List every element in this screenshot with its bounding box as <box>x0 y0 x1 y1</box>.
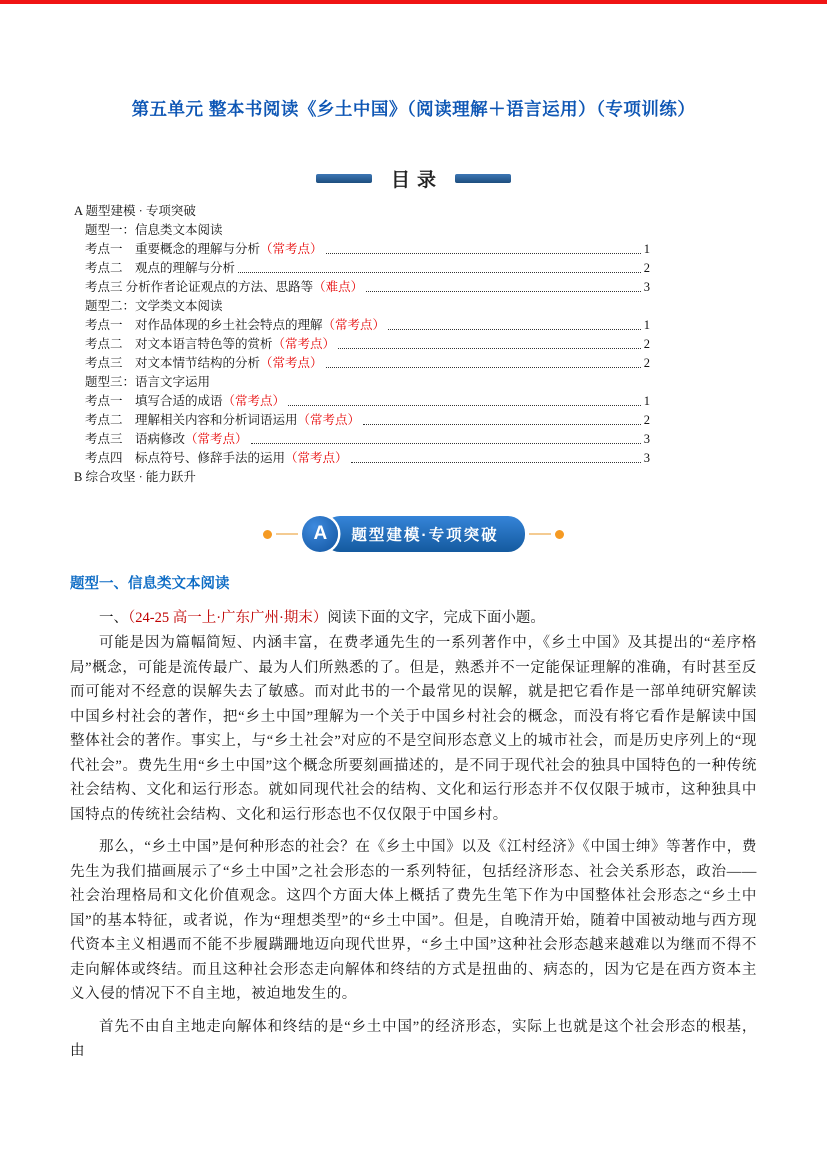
toc-item-text: 考点一 填写合适的成语 <box>85 394 223 408</box>
body-paragraph-2: 那么，“乡土中国”是何种形态的社会？在《乡土中国》以及《江村经济》《中国士绅》等著作中，费先生为我们描画展示了“乡土中国”之社会形态的一系列特征，包括经济形态、社会关系形态，政治——社会治理格局和文化价值观念。这四个方面大体上概括了费先生笔下作为中国整体社会形态之“乡土中国”的基本特征，或者说，作为“理想类型”的“乡土中国”。但是，自晚清开始，随着中国被动地与西方现代资本主义相遇而不能不步履蹒跚地迈向现代世界，“乡土中国”这种社会形态越来越难以为继而不得不走向解体或终结。而且这种社会形态走向解体和终结的方式是扭曲的、病态的，因为它是在西方资本主义入侵的情况下不自主地，被迫地发生的。 <box>70 839 757 1002</box>
toc-item-text: 考点一 重要概念的理解与分析 <box>85 242 261 256</box>
toc-item-tag: （常考点） <box>185 432 248 446</box>
toc-leader-dots <box>326 253 641 254</box>
toc-page-number: 3 <box>643 432 650 446</box>
toc-item <box>74 410 650 429</box>
toc-item <box>74 429 650 448</box>
toc-item <box>74 334 650 353</box>
toc-heading-bar-left <box>316 174 372 183</box>
toc-group-type2 <box>74 296 650 315</box>
toc-leader-dots <box>238 272 641 273</box>
section-a-banner <box>0 516 827 552</box>
toc-leader-dots <box>288 405 641 406</box>
toc-item-tag: （常考点） <box>272 337 336 351</box>
toc-item-text: 考点四 标点符号、修辞手法的运用 <box>85 451 286 465</box>
toc-group-label: 题型三：语言文字运用 <box>85 375 211 389</box>
toc-item-tag: （常考点） <box>297 413 361 427</box>
toc-group-label: 题型二：文学类文本阅读 <box>85 299 223 313</box>
toc-item <box>74 391 650 410</box>
question-number: 一、 <box>99 610 128 626</box>
toc-item <box>74 315 650 334</box>
toc-leader-dots <box>351 462 641 463</box>
toc-page-number: 2 <box>643 337 650 351</box>
toc-item-tag: （常考点） <box>260 356 323 370</box>
toc-item-text: 考点二 观点的理解与分析 <box>85 261 236 275</box>
toc-leader-dots <box>388 329 641 330</box>
toc-item-text: 考点三 对文本情节结构的分析 <box>85 356 261 370</box>
body-paragraph-1: 可能是因为篇幅简短、内涵丰富，在费孝通先生的一系列著作中，《乡土中国》及其提出的“差序格局”概念，可能是流传最广、最为人们所熟悉的了。但是，熟悉并不一定能保证理解的准确，有时甚至反而可能对不经意的误解失去了敏感。而对此书的一个最常见的误解，就是把它看作是一部单纯研究解读中国乡村社会的著作，把“乡土中国”理解为一个关于中国乡村社会的概念，而没有将它看作是解读中国整体社会的著作。事实上，与“乡土社会”对应的不是空间形态意义上的城市社会，而是历史序列上的“现代社会”。费先生用“乡土中国”这个概念所要刻画描述的，是不同于现代社会的独具中国特色的一种传统社会结构、文化和运行形态。就如同现代社会的结构、文化和运行形态并不仅仅限于城市，这种独具中国特点的传统社会结构、文化和运行形态也不仅仅限于中国乡村。 <box>70 635 757 823</box>
decor-dot-left <box>263 530 272 539</box>
toc-item <box>74 258 650 277</box>
table-of-contents <box>74 201 650 486</box>
toc-heading-bar-right <box>455 174 511 183</box>
toc-item-text: 考点三 语病修改 <box>85 432 186 446</box>
question-instruction: 阅读下面的文字，完成下面小题。 <box>327 610 545 626</box>
toc-leader-dots <box>366 291 641 292</box>
toc-item-tag: （常考点） <box>322 318 386 332</box>
toc-item-text: 考点二 理解相关内容和分析词语运用 <box>85 413 298 427</box>
toc-item-text: 考点二 对文本语言特色等的赏析 <box>85 337 273 351</box>
body-paragraph-3: 首先不由自主地走向解体和终结的是“乡土中国”的经济形态，实际上也就是这个社会形态的根基，由 <box>70 1018 757 1059</box>
toc-item-tag: （常考点） <box>285 451 348 465</box>
toc-group-label: 题型一：信息类文本阅读 <box>85 223 223 237</box>
toc-page-number: 3 <box>643 280 650 294</box>
toc-item-tag: （难点） <box>313 280 364 294</box>
toc-page-number: 1 <box>643 242 650 256</box>
toc-group-type3 <box>74 372 650 391</box>
toc-item <box>74 448 650 467</box>
question-source: （24-25 高一上·广东广州·期末） <box>128 610 328 626</box>
toc-item <box>74 239 650 258</box>
section-heading-type1: 题型一、信息类文本阅读 <box>70 576 230 592</box>
toc-page-number: 2 <box>643 261 650 275</box>
toc-leader-dots <box>338 348 641 349</box>
toc-item <box>74 353 650 372</box>
toc-item-text: 考点一 对作品体现的乡土社会特点的理解 <box>85 318 323 332</box>
toc-leader-dots <box>363 424 641 425</box>
toc-section-b <box>74 467 650 486</box>
toc-group-type1 <box>74 220 650 239</box>
top-red-rule <box>0 0 827 4</box>
toc-section-label: A 题型建模 · 专项突破 <box>74 204 196 218</box>
toc-page-number: 1 <box>643 318 650 332</box>
toc-page-number: 1 <box>643 394 650 408</box>
decor-dot-right <box>555 530 564 539</box>
toc-section-a <box>74 201 650 220</box>
banner-letter-badge: A <box>302 516 338 552</box>
toc-section-label: B 综合攻坚 · 能力跃升 <box>74 470 196 484</box>
decor-line-right <box>529 533 551 535</box>
page-title: 第五单元 整本书阅读《乡土中国》（阅读理解＋语言运用）（专项训练） <box>131 99 696 119</box>
toc-leader-dots <box>326 367 641 368</box>
decor-line-left <box>276 533 298 535</box>
toc-item-tag: （常考点） <box>222 394 286 408</box>
toc-item-tag: （常考点） <box>260 242 323 256</box>
toc-page-number: 2 <box>643 413 650 427</box>
toc-heading <box>0 165 827 192</box>
toc-item-text: 考点三 分析作者论证观点的方法、思路等 <box>85 280 314 294</box>
toc-page-number: 3 <box>643 451 650 465</box>
toc-page-number: 2 <box>643 356 650 370</box>
toc-item <box>74 277 650 296</box>
banner-label: 题型建模·专项突破 <box>323 516 524 552</box>
toc-leader-dots <box>251 443 641 444</box>
toc-heading-title: 目录 <box>390 170 443 191</box>
question-intro <box>70 606 757 627</box>
